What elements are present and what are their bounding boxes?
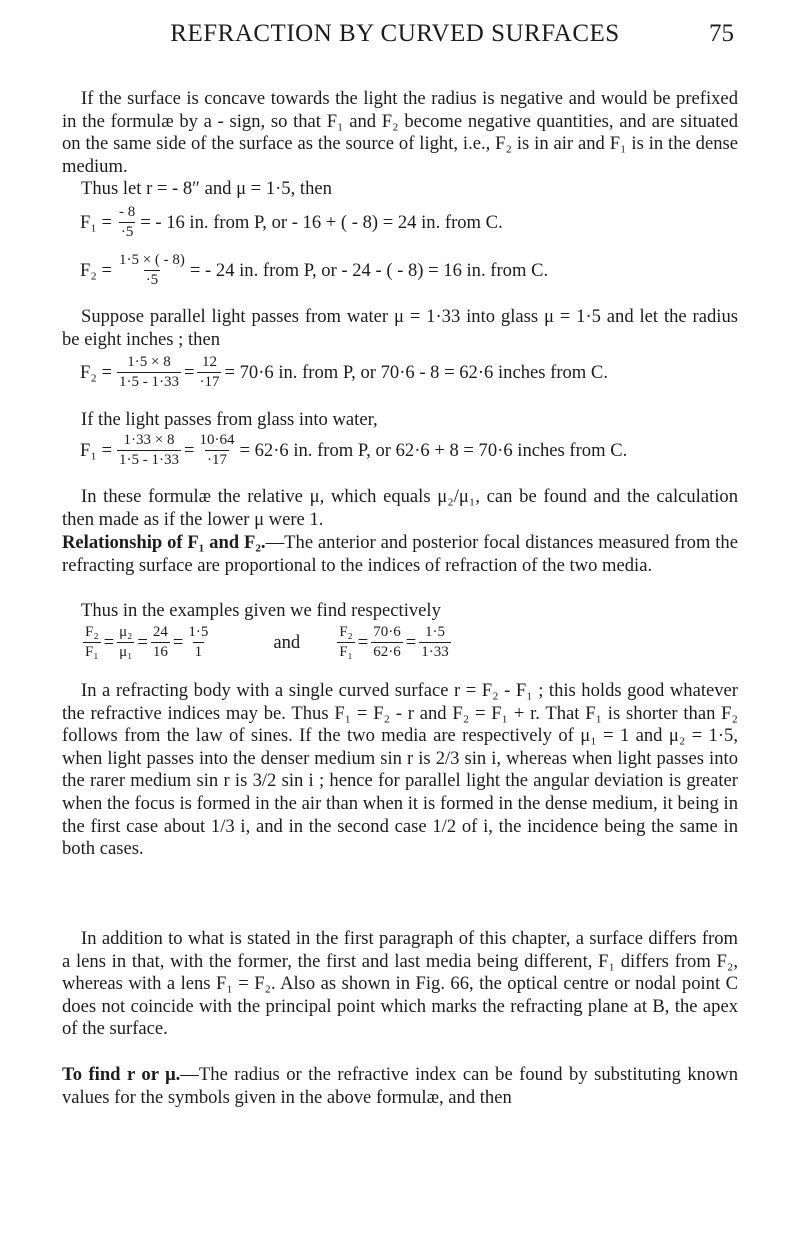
denominator: 16 [152, 644, 168, 660]
page-header [56, 20, 734, 54]
paragraph-relationship-body: —The anterior and posterior focal distances measured from the refracting surface are proportional to the indices of refraction of the two media. [62, 532, 738, 576]
equation-ratios: $\frac{\text{F₂}}{\text{F₁}}$ = $\frac{\text{μ₂}}{\text{μ₁}}$ = $\frac{24}{16}$ = $\frac{1\cdot 5}{1}$ and $\frac{\text{F₂}}{\text{F₁}}$ = $\frac{70\cdot 6}{62\cdot 6}$ = $\frac{1\cdot 5}{1\cdot 33}$ [85, 624, 449, 660]
numerator: 1·33 × 8 [123, 432, 175, 448]
numerator: - 8 [118, 204, 136, 220]
numerator: 1·5 × 8 [127, 354, 171, 370]
equation-f1-glass-water [80, 432, 627, 469]
paragraph-relationship [62, 532, 738, 577]
conjunction-and: and [273, 631, 301, 653]
fraction [117, 204, 137, 241]
section-heading-relationship: Relationship of F₁ and F₂. [62, 532, 266, 553]
denominator: μ₁ [119, 644, 133, 660]
denominator: F₁ [85, 644, 99, 660]
fraction [83, 624, 101, 661]
paragraph-examples-intro: Thus in the examples given we find respectively [81, 600, 441, 621]
section-heading-find-r: To find r or μ. [62, 1064, 181, 1085]
equals-sign: = [183, 439, 195, 461]
denominator: ·5 [120, 224, 134, 240]
denominator: ·5 [145, 272, 159, 288]
denominator: ·17 [199, 374, 220, 390]
denominator: ·17 [206, 452, 227, 468]
paragraph-example-intro: Thus let r = - 8″ and μ = 1·5, then [81, 178, 332, 199]
numerator: 1·5 × ( - 8) [118, 252, 185, 268]
equation-lhs: F₁ = [80, 211, 112, 233]
numerator: 12 [201, 354, 217, 370]
fraction [117, 624, 134, 661]
paragraph-find-r [62, 1064, 738, 1109]
equation-lhs: F₂ = [80, 361, 112, 383]
equation-lhs: F₂ = [80, 259, 112, 281]
equation-f1-concave [80, 204, 503, 241]
numerator: F₂ [85, 624, 99, 640]
fraction [117, 432, 181, 469]
equation-lhs: F₁ = [80, 439, 112, 461]
numerator: 1·5 [425, 624, 446, 640]
numerator: 10·64 [199, 432, 235, 448]
equation-rhs: = 70·6 in. from P, or 70·6 - 8 = 62·6 inches from C. [224, 361, 608, 383]
paragraph-glass-water: If the light passes from glass into water, [81, 409, 378, 430]
paragraph-single-surface: In a refracting body with a single curved surface r = F₂ - F₁ ; this holds good whatever the refractive indices may be. Thus F₁ = F₂ - r and F₂ = F₁ + r. That F₁ is shorter than F₂ follows from the law of sines. If the two media are respectively of μ₁ = 1 and μ₂ = 1·5, when light passes into the denser medium sin r is 2/3 sin i, whereas when light passes into the rarer medium sin r is 3/2 sin i ; hence for parallel light the angular deviation is greater when the focus is formed in the air than when it is formed in the dense medium, it being in the first case about 1/3 i, and in the second case 1/2 of i, the incidence being the same in both cases. [62, 680, 738, 860]
paragraph-find-r-body: —The radius or the refractive index can be found by substituting known values for the symbols given in the above formulæ, and then [62, 1064, 739, 1108]
fraction [197, 432, 236, 469]
fraction [197, 354, 221, 391]
numerator: F₂ [339, 624, 353, 640]
fraction [117, 354, 181, 391]
paragraph-concave-surface: If the surface is concave towards the light the radius is negative and would be prefixed in the formulæ by a - sign, so that F₁ and F₂ become negative quantities, and are situated on the same side of the surface as the source of light, i.e., F₂ is in air and F₁ is in the dense medium. [62, 88, 738, 177]
denominator: 1·5 - 1·33 [118, 374, 179, 390]
fraction [151, 624, 170, 661]
denominator: 62·6 [373, 644, 401, 660]
fraction [186, 624, 210, 661]
denominator: 1·33 [421, 644, 449, 660]
paragraph-relative-mu: In these formulæ the relative μ, which equals μ₂/μ₁, can be found and the calculation then made as if the lower μ were 1. [62, 486, 738, 530]
equation-f2-water-glass [80, 354, 608, 391]
paragraph-surface-vs-lens: In addition to what is stated in the first paragraph of this chapter, a surface differs from a lens in that, with the former, the first and last media being different, F₁ differs from F₂, whereas with a lens F₁ = F₂. Also as shown in Fig. 66, the optical centre or nodal point C does not coincide with the principal point which marks the refracting plane at B, the apex of the surface. [62, 928, 738, 1040]
equation-rhs: = 62·6 in. from P, or 62·6 + 8 = 70·6 inches from C. [239, 439, 628, 461]
denominator: F₁ [339, 644, 353, 660]
page-number: 75 [709, 20, 734, 47]
numerator: 1·5 [188, 624, 209, 640]
fraction [371, 624, 403, 661]
numerator: 70·6 [373, 624, 401, 640]
paragraph-water-glass: Suppose parallel light passes from water μ = 1·33 into glass μ = 1·5 and let the radius be eight inches ; then [62, 306, 738, 350]
running-title: REFRACTION BY CURVED SURFACES [170, 20, 620, 47]
numerator: μ₂ [119, 624, 133, 640]
equation-rhs: = - 16 in. from P, or - 16 + ( - 8) = 24 in. from C. [140, 211, 503, 233]
denominator: 1 [194, 644, 203, 660]
fraction [337, 624, 355, 661]
equals-sign: = [183, 361, 195, 383]
equation-rhs: = - 24 in. from P, or - 24 - ( - 8) = 16 in. from C. [189, 259, 549, 281]
fraction [419, 624, 451, 661]
equation-f2-concave [80, 252, 548, 289]
denominator: 1·5 - 1·33 [118, 452, 179, 468]
fraction [117, 252, 187, 289]
numerator: 24 [152, 624, 168, 640]
